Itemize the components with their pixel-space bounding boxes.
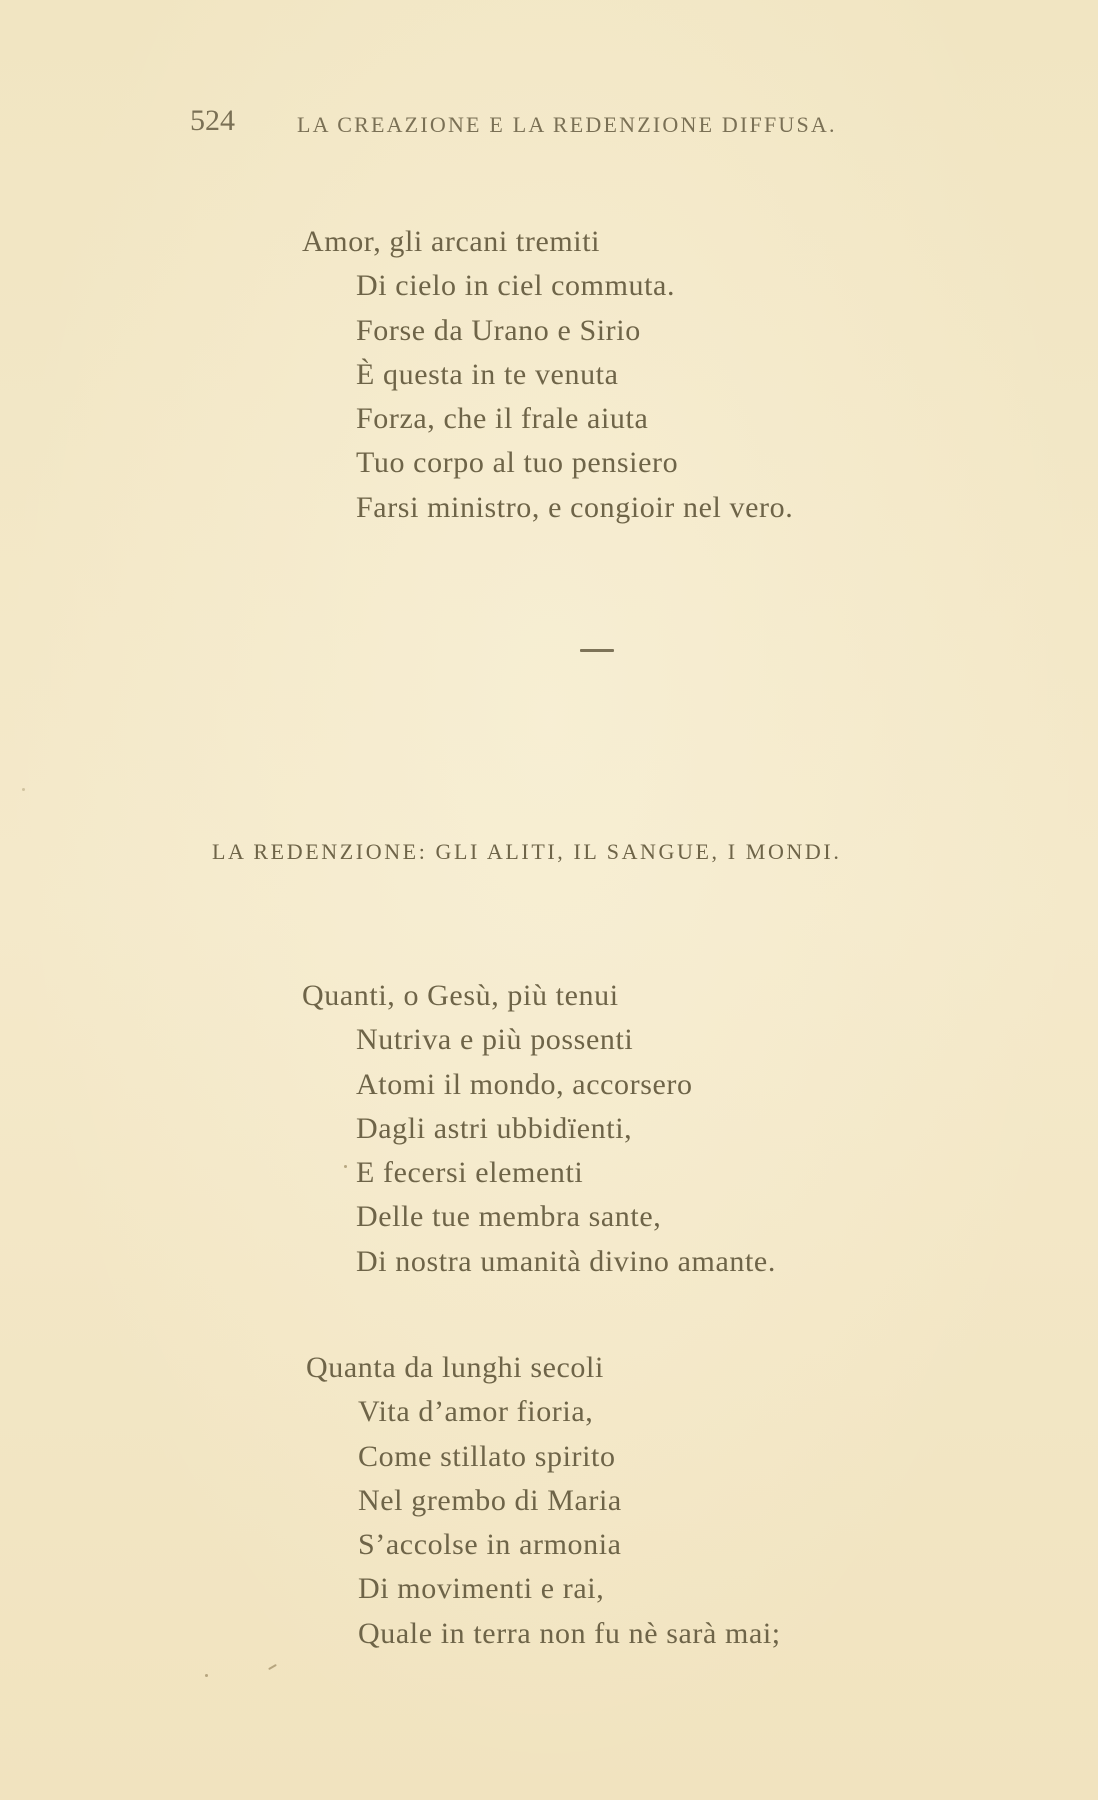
verse-line: Come stillato spirito [358,1439,616,1473]
stanza-1 [302,220,793,530]
verse-line: Tuo corpo al tuo pensiero [356,446,679,480]
paper-speck [344,1165,347,1168]
verse-line: E fecersi elementi [356,1156,584,1190]
verse-line: Farsi ministro, e congioir nel vero. [356,490,794,524]
verse-line: Quanta da lunghi secoli [306,1351,604,1384]
paper-speck [22,788,25,791]
verse-line: Forse da Urano e Sirio [356,313,641,347]
verse-line: Delle tue membra sante, [356,1200,662,1234]
verse-line: Di movimenti e rai, [358,1572,605,1606]
verse-line: Quanti, o Gesù, più tenui [302,979,619,1012]
verse-line: Nel grembo di Maria [358,1483,622,1517]
running-head [190,104,910,144]
section-separator [580,649,614,652]
verse-line: Di cielo in ciel commuta. [356,269,676,303]
running-head-title: LA CREAZIONE E LA REDENZIONE DIFFUSA. [297,112,837,137]
stanza-2 [302,974,776,1284]
stanza-3 [306,1346,781,1656]
verse-line: S’accolse in armonia [358,1528,622,1562]
verse-line: Dagli astri ubbidïenti, [356,1111,633,1145]
verse-line: Vita d’amor fioria, [358,1395,594,1429]
verse-line: È questa in te venuta [356,357,619,391]
verse-line: Atomi il mondo, accorsero [356,1067,693,1101]
section-title: LA REDENZIONE: GLI ALITI, IL SANGUE, I MONDI. [212,839,842,864]
verse-line: Quale in terra non fu nè sarà mai; [358,1616,781,1650]
verse-line: Di nostra umanità divino amante. [356,1244,776,1278]
verse-line: Nutriva e più possenti [356,1023,634,1057]
page-number: 524 [190,104,235,137]
verse-line: Forza, che il frale aiuta [356,402,649,436]
paper-speck [268,1664,277,1670]
verse-line: Amor, gli arcani tremiti [302,225,601,258]
paper-speck [205,1674,208,1677]
